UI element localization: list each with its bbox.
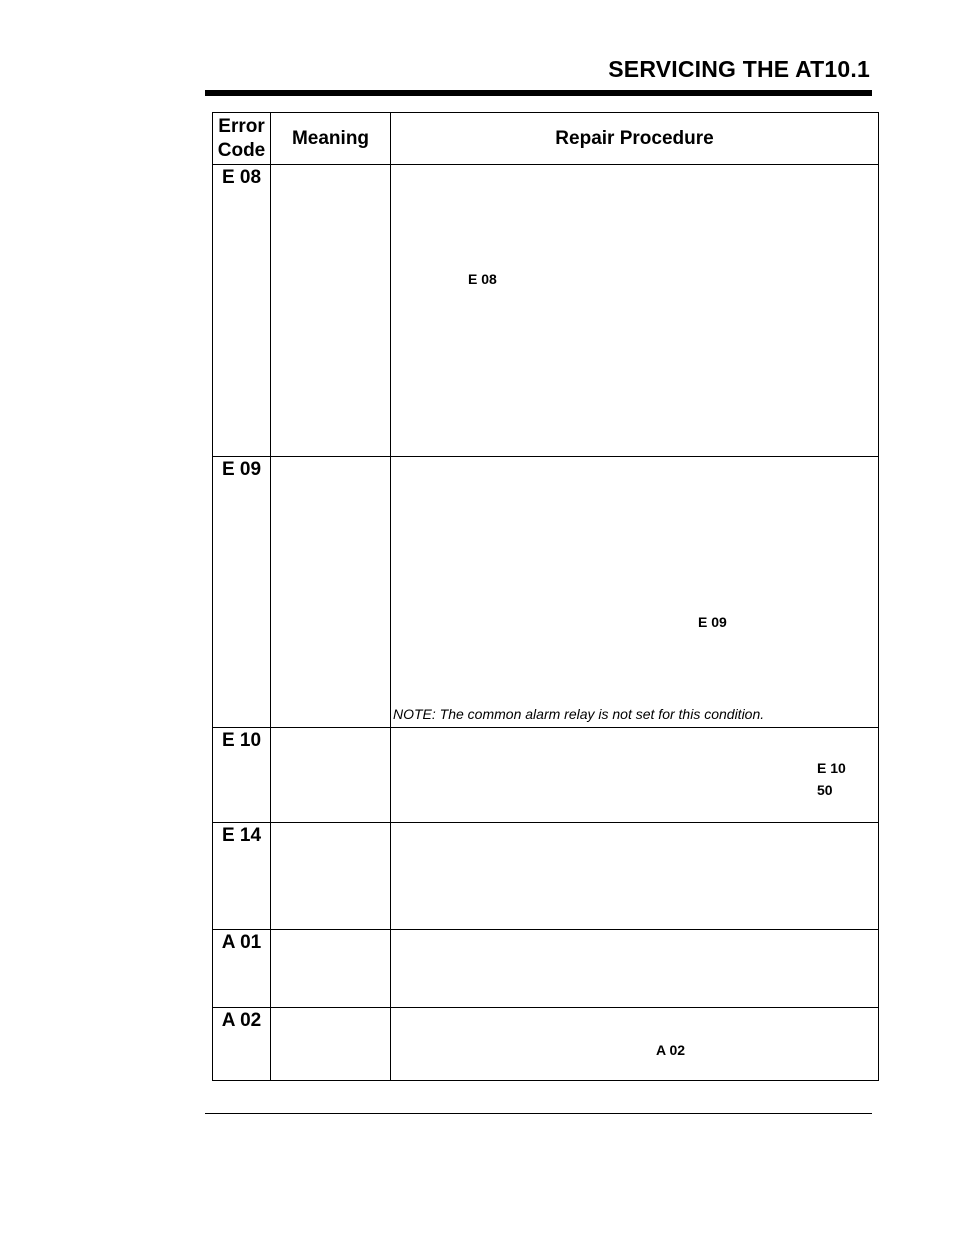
footer-rule — [205, 1113, 872, 1114]
error-code-cell: A 01 — [213, 930, 271, 1008]
table-row — [213, 728, 879, 823]
meaning-cell — [271, 728, 391, 823]
meaning-cell — [271, 1008, 391, 1081]
meaning-cell — [271, 165, 391, 457]
repair-procedure-cell — [391, 930, 879, 1008]
column-header-repair-procedure: Repair Procedure — [391, 113, 879, 165]
error-code-cell: E 10 — [213, 728, 271, 823]
repair-procedure-cell — [391, 1008, 879, 1081]
table-row — [213, 1008, 879, 1081]
procedure-code-reference: A 02 — [656, 1042, 686, 1058]
procedure-code-reference: E 08 — [468, 271, 497, 287]
error-code-table — [212, 112, 879, 1081]
table-header-row — [213, 113, 879, 165]
procedure-value-reference: 50 — [817, 782, 833, 798]
table-row — [213, 823, 879, 930]
repair-procedure-cell — [391, 165, 879, 457]
procedure-code-reference: E 10 — [817, 760, 846, 776]
procedure-code-reference: E 09 — [698, 614, 727, 630]
meaning-cell — [271, 823, 391, 930]
procedure-note: NOTE: The common alarm relay is not set for this condition. — [393, 706, 765, 722]
table-row — [213, 930, 879, 1008]
column-header-error-code — [213, 113, 271, 165]
error-code-cell: E 08 — [213, 165, 271, 457]
repair-procedure-cell — [391, 823, 879, 930]
column-header-meaning: Meaning — [271, 113, 391, 165]
title-rule — [205, 90, 872, 96]
table-row — [213, 457, 879, 728]
page-title: SERVICING THE AT10.1 — [608, 56, 870, 82]
repair-procedure-cell — [391, 457, 879, 728]
error-code-cell: E 14 — [213, 823, 271, 930]
error-code-cell: E 09 — [213, 457, 271, 728]
meaning-cell — [271, 457, 391, 728]
error-code-header-line2: Code — [217, 139, 266, 161]
error-code-header-line1: Error — [218, 115, 265, 137]
error-code-cell: A 02 — [213, 1008, 271, 1081]
repair-procedure-cell — [391, 728, 879, 823]
meaning-cell — [271, 930, 391, 1008]
table-row — [213, 165, 879, 457]
